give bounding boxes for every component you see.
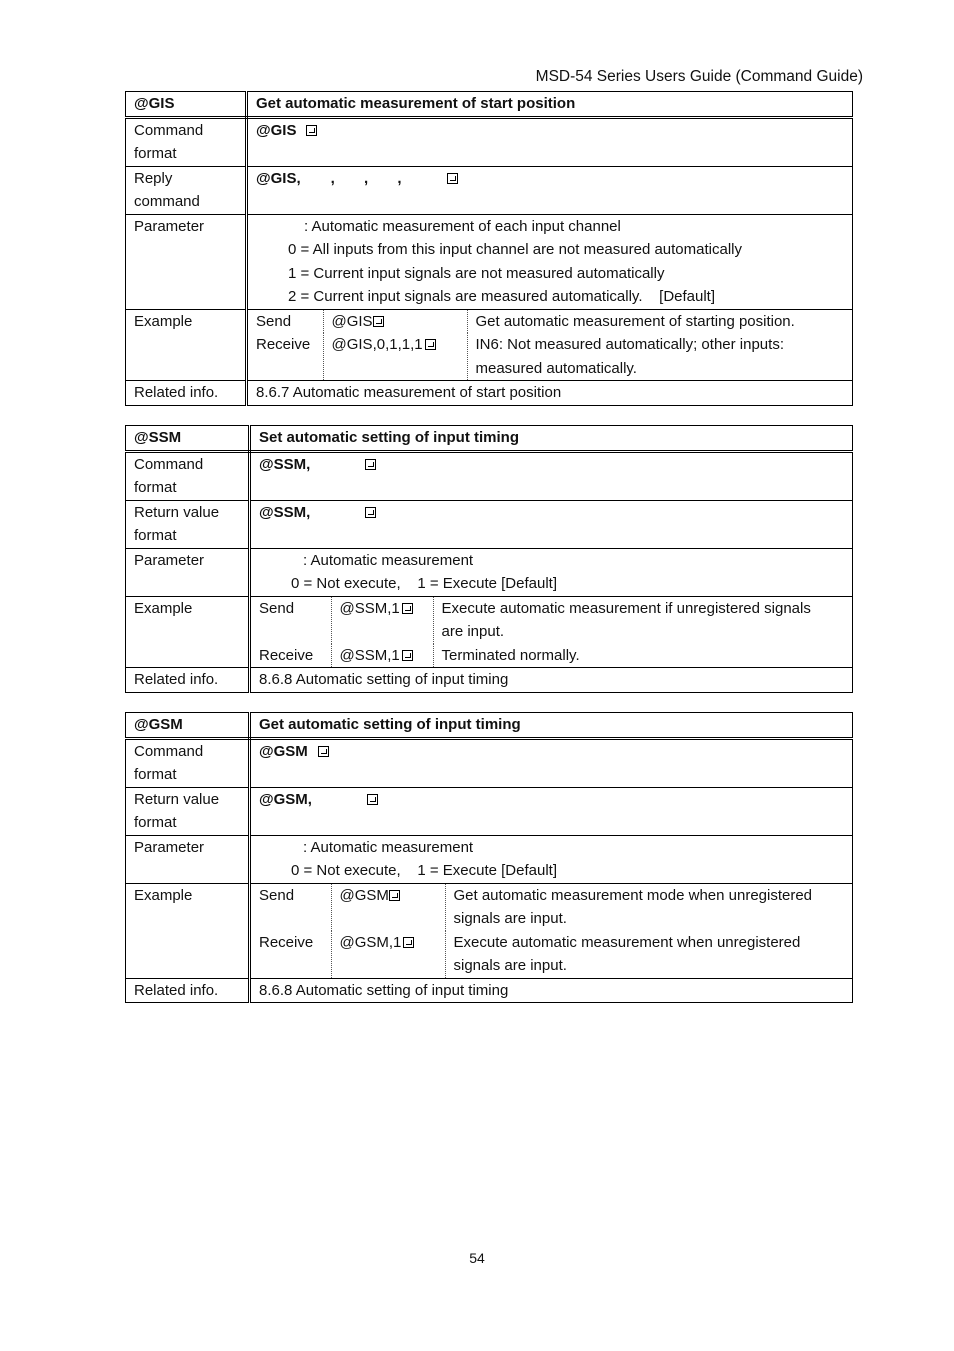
gis-reply-label-2: command [134, 193, 200, 210]
ssm-ret-label: Return value [134, 503, 220, 521]
gsm-recv-desc: Execute automatic measurement when unregistered [453, 933, 801, 951]
return-icon [373, 316, 384, 327]
ssm-send-cmd: @SSM,1 [339, 599, 400, 617]
return-icon [389, 890, 400, 901]
ssm-command-row [126, 451, 853, 500]
ssm-related-row [126, 668, 853, 693]
ssm-head-row [126, 426, 853, 452]
gis-recv-desc: IN6: Not measured automatically; other inputs: [475, 336, 784, 353]
gis-related-row [126, 381, 853, 406]
gis-table [125, 91, 853, 406]
gsm-param-line-1: : Automatic measurement [303, 838, 474, 856]
gis-param-row [126, 214, 853, 309]
ssm-related-label: Related info. [126, 668, 250, 693]
gsm-send-label: Send [259, 886, 295, 904]
ssm-send-label: Send [259, 599, 295, 617]
gis-recv-cmd: @GIS,0,1,1,1 [331, 336, 423, 353]
return-icon [402, 603, 413, 614]
gsm-title: Get automatic setting of input timing [250, 713, 853, 739]
gis-cmd-label-2: format [134, 145, 177, 162]
ssm-cmd-label: Command [134, 455, 204, 473]
gis-reply-row [126, 166, 853, 214]
gis-recv-label: Receive [256, 336, 311, 353]
gis-reply-commas: , , , [330, 169, 402, 187]
gsm-ret-label: Return value [134, 790, 220, 808]
gis-command-row [126, 117, 853, 166]
ssm-param-row [126, 548, 853, 596]
gis-param-line-1: : Automatic measurement of each input channel [304, 217, 621, 235]
gis-param-label: Parameter [126, 214, 247, 309]
return-icon [425, 339, 436, 350]
page-number: 54 [469, 1250, 485, 1266]
gis-example-label: Example [126, 309, 247, 381]
ssm-cmd: @SSM, [259, 455, 311, 473]
ssm-return-row [126, 500, 853, 548]
gsm-related-row [126, 978, 853, 1003]
gis-related-label: Related info. [126, 381, 247, 406]
gis-send-label: Send [256, 312, 292, 330]
ssm-param-line-1: : Automatic measurement [303, 551, 474, 569]
gis-title: Get automatic measurement of start position [247, 92, 853, 118]
gis-related: 8.6.7 Automatic measurement of start position [247, 381, 853, 406]
ssm-example-row [126, 596, 853, 668]
ssm-send-desc-2: are input. [441, 623, 505, 640]
ssm-param-label: Parameter [126, 548, 250, 596]
gsm-cmd-label: Command [134, 742, 204, 760]
gsm-return-row [126, 787, 853, 835]
ssm-table [125, 425, 853, 693]
gsm-send-desc-2: signals are input. [453, 910, 567, 927]
gsm-example-row [126, 883, 853, 978]
ssm-example-label: Example [126, 596, 250, 668]
gis-name: @GIS [126, 92, 247, 118]
ssm-ret-label-2: format [134, 527, 177, 544]
return-icon [403, 937, 414, 948]
page-header: MSD-54 Series Users Guide (Command Guide) [535, 68, 863, 85]
gis-cmd-label: Command [134, 121, 204, 139]
gis-example-row [126, 309, 853, 381]
ssm-cmd-label-2: format [134, 479, 177, 496]
gis-recv-desc-2: measured automatically. [475, 359, 637, 377]
return-icon [306, 125, 317, 136]
gis-reply: @GIS, [256, 169, 301, 187]
gis-send-cmd: @GIS [331, 312, 373, 330]
return-icon [365, 507, 376, 518]
ssm-title: Set automatic setting of input timing [250, 426, 853, 452]
gsm-related-label: Related info. [126, 978, 250, 1003]
ssm-recv-label: Receive [259, 646, 314, 664]
gis-reply-label: Reply [134, 169, 173, 187]
gsm-param-line-2: 0 = Not execute, 1 = Execute [Default] [291, 862, 557, 879]
gsm-cmd-label-2: format [134, 766, 177, 783]
ssm-ret: @SSM, [259, 503, 311, 521]
return-icon [365, 459, 376, 470]
return-icon [447, 173, 458, 184]
gsm-name: @GSM [126, 713, 250, 739]
return-icon [402, 650, 413, 661]
ssm-recv-desc: Terminated normally. [433, 644, 852, 668]
gsm-table [125, 712, 853, 1003]
gsm-ret-label-2: format [134, 814, 177, 831]
gis-head-row [126, 92, 853, 118]
gis-param-line-4: 2 = Current input signals are measured automatically. [Default] [288, 288, 716, 305]
gsm-param-row [126, 835, 853, 883]
gis-send-desc: Get automatic measurement of starting position. [467, 310, 852, 334]
gsm-send-cmd: @GSM [339, 886, 389, 904]
gsm-related: 8.6.8 Automatic setting of input timing [250, 978, 853, 1003]
gsm-param-label: Parameter [126, 835, 250, 883]
gsm-cmd: @GSM [259, 742, 308, 760]
ssm-param-line-2: 0 = Not execute, 1 = Execute [Default] [291, 575, 557, 592]
gsm-head-row [126, 713, 853, 739]
gis-cmd: @GIS [256, 121, 297, 139]
gsm-recv-cmd: @GSM,1 [339, 933, 402, 951]
gsm-command-row [126, 738, 853, 787]
gsm-recv-label: Receive [259, 933, 314, 951]
gis-param-line-2: 0 = All inputs from this input channel are not measured automatically [288, 241, 742, 258]
return-icon [318, 746, 329, 757]
ssm-send-desc: Execute automatic measurement if unregistered signals [441, 599, 811, 617]
gsm-send-desc: Get automatic measurement mode when unregistered [453, 886, 813, 904]
gsm-example-label: Example [126, 883, 250, 978]
ssm-recv-cmd: @SSM,1 [339, 646, 400, 664]
ssm-name: @SSM [126, 426, 250, 452]
ssm-related: 8.6.8 Automatic setting of input timing [250, 668, 853, 693]
gsm-recv-desc-2: signals are input. [453, 957, 567, 974]
gsm-ret: @GSM, [259, 790, 312, 808]
gis-param-line-3: 1 = Current input signals are not measured automatically [288, 264, 665, 282]
return-icon [367, 794, 378, 805]
